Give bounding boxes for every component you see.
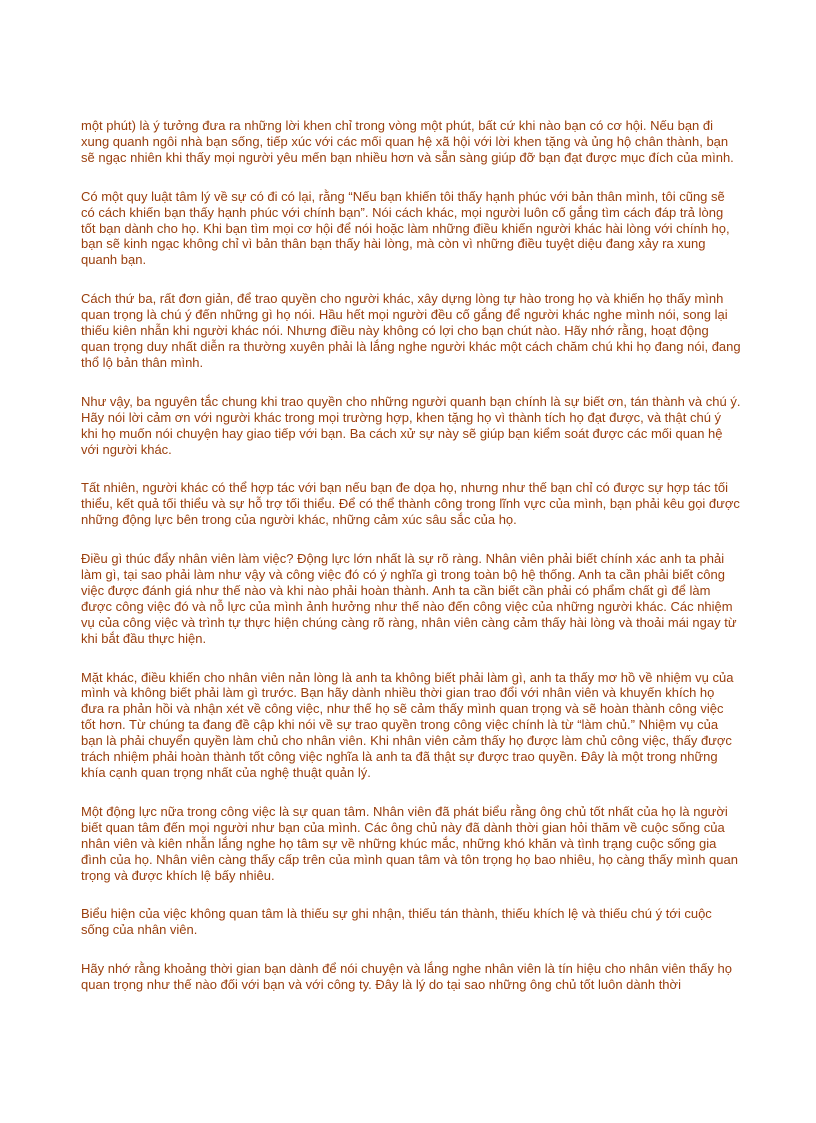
paragraph-5: Tất nhiên, người khác có thể hợp tác với bạn nếu bạn đe dọa họ, nhưng như thế bạn chỉ có được sự hợp tác tối thiểu, kết quả tối thiểu và sự hỗ trợ tối thiểu. Để có thể thành công trong lĩnh vực của mình, bạn phải kêu gọi được những động lực bên trong của người khác, những cảm xúc sâu sắc của họ. <box>81 480 740 528</box>
paragraph-6: Điều gì thúc đẩy nhân viên làm việc? Động lực lớn nhất là sự rõ ràng. Nhân viên phải biết chính xác anh ta phải làm gì, tại sao phải làm như vậy và công việc đó có ý nghĩa gì trong toàn bộ hệ thống. Anh ta cần phải biết công việc được đánh giá như thế nào và khi nào phải hoàn thành. Anh ta cần biết cần phải có phẩm chất gì để làm được công việc đó và nỗ lực của mình ảnh hưởng như thế nào đến công việc của những người khác. Các nhiệm vụ của công việc và trình tự thực hiện chúng càng rõ ràng, nhân viên càng cảm thấy hài lòng và thoải mái ngay từ khi bắt đầu thực hiện. <box>81 551 737 646</box>
paragraph-2: Có một quy luật tâm lý về sự có đi có lại, rằng “Nếu bạn khiến tôi thấy hạnh phúc với bản thân mình, tôi cũng sẽ có cách khiến bạn thấy hạnh phúc với chính bạn”. Nói cách khác, mọi người luôn cố gắng tìm cách đáp trả lòng tốt bạn dành cho họ. Khi bạn tìm mọi cơ hội để nói hoặc làm những điều khiến người khác hài lòng với chính họ, bạn sẽ kinh ngạc không chỉ vì bản thân bạn thấy hài lòng, mà còn vì những điều tuyệt diệu đang xảy ra xung quanh bạn. <box>81 188 730 268</box>
paragraph-4: Như vậy, ba nguyên tắc chung khi trao quyền cho những người quanh bạn chính là sự biết ơn, tán thành và chú ý. Hãy nói lời cảm ơn với người khác trong mọi trường hợp, khen tặng họ vì thành tích họ đạt được, và thật chú ý khi họ muốn nói chuyện hay giao tiếp với bạn. Ba cách xử sự này sẽ giúp bạn kiểm soát được các mối quan hệ với người khác. <box>81 393 741 457</box>
document-page <box>81 118 741 1016</box>
paragraph-8: Một động lực nữa trong công việc là sự quan tâm. Nhân viên đã phát biểu rằng ông chủ tốt nhất của họ là người biết quan tâm đến mọi người như bạn của mình. Các ông chủ này đã dành thời gian hỏi thăm về cuộc sống của nhân viên và kiên nhẫn lắng nghe họ tâm sự về những khúc mắc, những khó khăn và tình trạng cuộc sống gia đình của họ. Nhân viên càng thấy cấp trên của mình quan tâm và tôn trọng họ bao nhiêu, họ càng thấy mình quan trọng và được khích lệ bấy nhiêu. <box>81 803 738 883</box>
paragraph-3: Cách thứ ba, rất đơn giản, để trao quyền cho người khác, xây dựng lòng tự hào trong họ và khiến họ thấy mình quan trọng là chú ý đến những gì họ nói. Hầu hết mọi người đều cố gắng để người khác nghe mình nói, song lại thiếu kiên nhẫn khi người khác nói. Nhưng điều này không có lợi cho bạn chút nào. Hãy nhớ rằng, hoạt động quan trọng duy nhất diễn ra thường xuyên phải là lắng nghe người khác một cách chăm chú khi họ đang nói, đang thổ lộ bản thân mình. <box>81 291 741 370</box>
paragraph-10: Hãy nhớ rằng khoảng thời gian bạn dành để nói chuyện và lắng nghe nhân viên là tín hiệu cho nhân viên thấy họ quan trọng như thế nào đối với bạn và với công ty. Đây là lý do tại sao những ông chủ tốt luôn dành thời <box>81 961 732 993</box>
paragraph-9: Biểu hiện của việc không quan tâm là thiếu sự ghi nhận, thiếu tán thành, thiếu khích lệ và thiếu chú ý tới cuộc sống của nhân viên. <box>81 906 712 938</box>
paragraph-7: Mặt khác, điều khiến cho nhân viên nản lòng là anh ta không biết phải làm gì, anh ta thấy mơ hồ về nhiệm vụ của mình và không biết phải làm gì trước. Bạn hãy dành nhiều thời gian trao đổi với nhân viên và khuyến khích họ đưa ra phản hồi và nhận xét về công việc, như thế họ sẽ cảm thấy mình quan trọng và sẽ hoàn thành công việc tốt hơn. Từ chúng ta đang đề cập khi nói về sự trao quyền trong công việc chính là từ “làm chủ.” Nhiệm vụ của bạn là phải chuyển quyền làm chủ cho nhân viên. Khi nhân viên cảm thấy họ được làm chủ công việc, thấy được trách nhiệm phải hoàn thành tốt công việc nghĩa là anh ta đã thật sự được trao quyền. Đây là một trong những khía cạnh quan trọng nhất của nghệ thuật quản lý. <box>81 669 734 780</box>
paragraph-1: một phút) là ý tưởng đưa ra những lời khen chỉ trong vòng một phút, bất cứ khi nào bạn có cơ hội. Nếu bạn đi xung quanh ngôi nhà bạn sống, tiếp xúc với các mối quan hệ xã hội với lời khen tặng và ủng hộ chân thành, bạn sẽ ngạc nhiên khi thấy mọi người yêu mến bạn nhiều hơn và sẵn sàng giúp đỡ bạn đạt được mục đích của mình. <box>81 118 734 165</box>
